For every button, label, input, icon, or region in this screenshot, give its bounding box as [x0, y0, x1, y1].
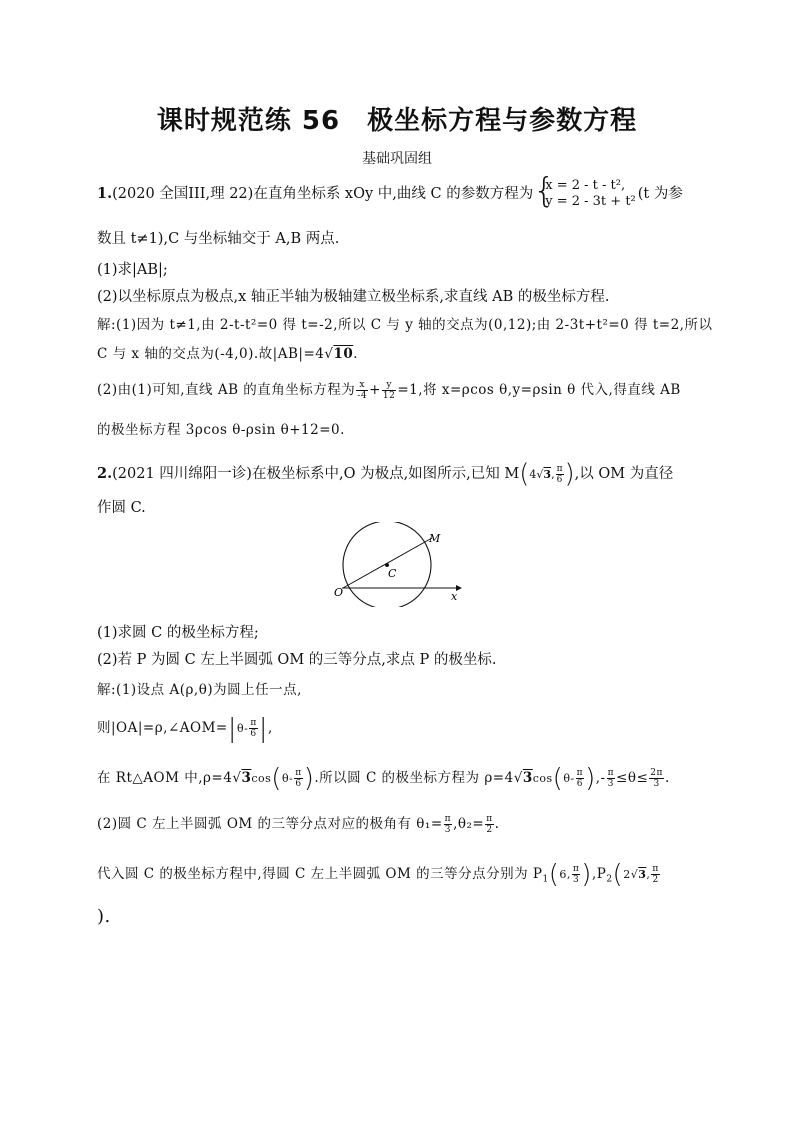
fraction-den: 2	[486, 825, 493, 835]
problem2-stem-a: 在极坐标系中,O 为极点,如图所示,已知 M	[251, 466, 520, 482]
paren-close: )	[564, 459, 575, 489]
problem1-solution1-line2	[97, 342, 694, 362]
sol2-text: (2)圆 C 左上半圆弧 OM 的三等分点对应的极角有 θ₁=	[97, 816, 443, 832]
problem1-number: 1.	[97, 185, 113, 202]
fraction-x-num: x	[356, 380, 368, 391]
sol1-text: C 与 x 轴的交点为(-4,0).故|AB|=4	[97, 346, 325, 362]
rt-text-b: .所以圆 C 的极坐标方程为 ρ=4	[314, 770, 514, 786]
plus-sign: +	[369, 382, 381, 398]
fraction-num: 2π	[650, 768, 663, 778]
p2-value: 2	[623, 868, 631, 881]
fraction-den: 3	[444, 825, 451, 835]
fraction-pi-3	[607, 768, 615, 789]
circle-figure	[332, 522, 467, 607]
problem1-solution1-line1: 解:(1)因为 t≠1,由 2-t-t²=0 得 t=-2,所以 C 与 y 轴的交点为(0,12);由 2-3t+t²=0 得 t=2,所以	[97, 317, 713, 333]
sqrt-sign: √	[513, 770, 523, 786]
fraction-pi-6	[249, 718, 257, 739]
fraction-x-den: -4	[357, 391, 368, 401]
problem1-solution2-line2: 的极坐标方程 3ρcos θ-ρsin θ+12=0.	[97, 422, 345, 438]
p1-value: 6,	[559, 868, 571, 881]
fraction-pi-6	[576, 768, 584, 789]
fraction-pi-3	[572, 864, 580, 885]
section-subtitle: 基础巩固组	[362, 151, 432, 167]
sqrt-radicand: 3	[241, 770, 252, 786]
fraction-y-num: y	[382, 380, 396, 391]
cos-text: cos	[251, 772, 272, 785]
theta-minus: θ-	[281, 772, 294, 785]
problem1-question1: (1)求|AB|;	[97, 262, 168, 278]
range-end: .	[664, 770, 670, 786]
parametric-system	[533, 171, 636, 211]
fraction-y-den: 12	[382, 391, 396, 401]
cos-text: cos	[532, 772, 553, 785]
fraction-den: 6	[556, 474, 563, 485]
problem2-question1: (1)求圆 C 的极坐标方程;	[97, 625, 259, 641]
problem2-solution2-line2	[97, 859, 694, 890]
abs-close: |	[258, 713, 269, 744]
fraction-den: 3	[607, 779, 614, 789]
problem2-stem-a-end: ,以 OM 为直径	[574, 466, 674, 482]
fraction-y	[382, 380, 396, 401]
label-m: M	[429, 532, 441, 545]
problem1-stem-c: 数且 t≠1),C 与坐标轴交于 A,B 两点.	[97, 231, 340, 247]
problem2-solution-intro: 解:(1)设点 A(ρ,θ)为圆上任一点,	[97, 682, 302, 698]
p1-subscript: 1	[542, 874, 549, 885]
problem1-solution2-line1	[97, 378, 694, 401]
problem1-stem-a: 在直角坐标系 xOy 中,曲线 C 的参数方程为	[253, 186, 534, 202]
paren-close: )	[303, 763, 315, 794]
fraction-den: 6	[576, 779, 583, 789]
fraction-num: π	[652, 864, 659, 874]
segment-om	[343, 538, 432, 588]
problem1-stem-line1	[97, 171, 694, 211]
theta2-text: ,θ₂=	[453, 816, 485, 832]
problem2-solution2-line1	[97, 812, 694, 835]
paren-close: )	[585, 763, 596, 794]
problem1-stem-b: (t 为参	[637, 186, 683, 202]
param-eq-x: x = 2 - t - t²,	[545, 178, 626, 193]
problem2-question2: (2)若 P 为圆 C 左上半圆弧 OM 的三等分点,求点 P 的极坐标.	[97, 652, 497, 668]
fraction-den: 3	[572, 875, 580, 885]
problem2-stem-b: 作圆 C.	[97, 500, 146, 516]
label-o: O	[334, 586, 344, 599]
then-text: 则|OA|=ρ,∠AOM=	[97, 720, 228, 736]
fraction-x	[356, 380, 368, 401]
fraction-pi-2	[485, 814, 493, 835]
fraction-den: 3	[653, 779, 660, 789]
sol2-text: (2)由(1)可知,直线 AB 的直角坐标方程为	[97, 382, 356, 398]
fraction-2pi-3	[649, 768, 664, 789]
m-coord-a: 4	[529, 468, 537, 481]
theta-minus: θ-	[236, 722, 249, 735]
brace-symbol: {	[533, 171, 555, 211]
sol2-text-end: =1,将 x=ρcos θ,y=ρsin θ 代入,得直线 AB	[397, 382, 681, 398]
label-x: x	[451, 590, 458, 603]
range-a: ,-	[595, 770, 606, 786]
fraction-den: 6	[295, 779, 302, 789]
fraction-num: π	[607, 768, 615, 778]
sqrt-sign: √	[630, 868, 639, 881]
param-eq-y: y = 2 - 3t + t²	[545, 194, 636, 209]
problem2-stem-line1	[97, 459, 694, 489]
m-coord-root: 3	[543, 468, 552, 481]
abs-open: |	[227, 713, 237, 744]
fraction-num: π	[444, 814, 452, 824]
fraction-num: π	[295, 768, 302, 778]
paren-open: (	[612, 859, 624, 890]
sol1-end: .	[353, 346, 359, 362]
fraction-num: π	[250, 718, 257, 728]
paren-close: )	[581, 859, 592, 890]
problem2-closing: ).	[97, 906, 111, 927]
sqrt-sign: √	[324, 346, 334, 362]
comma: ,	[551, 468, 555, 481]
fraction-num: π	[572, 864, 580, 874]
problem2-solution-rt	[97, 763, 694, 794]
theta-minus: θ-	[563, 772, 575, 785]
sol2b-text: 代入圆 C 的极坐标方程中,得圆 C 左上半圆弧 OM 的三等分点分别为 P	[97, 866, 543, 882]
paren-open: (	[548, 859, 560, 890]
fraction-pi-2	[651, 864, 659, 885]
sqrt-radicand: 10	[333, 346, 354, 362]
fraction-pi-3	[444, 814, 452, 835]
fraction-den: 2	[652, 875, 659, 885]
paren-open: (	[552, 763, 564, 794]
fraction-num: π	[576, 768, 584, 778]
p2-comma: ,	[646, 868, 651, 881]
problem2-number: 2.	[97, 465, 113, 482]
then-end: ,	[268, 720, 273, 736]
rt-text: 在 Rt△AOM 中,ρ=4	[97, 770, 233, 786]
fraction-den: 6	[250, 729, 257, 739]
p2-sep: ,P	[591, 866, 607, 882]
fraction-pi-6	[556, 464, 564, 485]
problem2-source: (2021 四川绵阳一诊)	[112, 466, 252, 482]
sqrt-sign: √	[536, 468, 544, 481]
fraction-num: π	[556, 463, 563, 474]
sol2-end: .	[494, 816, 500, 832]
problem1-source: (2020 全国III,理 22)	[112, 186, 254, 202]
fraction-pi-6	[294, 768, 302, 789]
range-b: ≤θ≤	[616, 770, 649, 786]
sqrt-radicand: 3	[638, 868, 647, 881]
fraction-num: π	[486, 814, 493, 824]
sqrt-sign: √	[232, 770, 242, 786]
label-c: C	[388, 567, 397, 580]
problem1-question2: (2)以坐标原点为极点,x 轴正半轴为极轴建立极坐标系,求直线 AB 的极坐标方程.	[97, 289, 610, 305]
problem2-solution-then	[97, 713, 694, 744]
page-title: 课时规范练 56 极坐标方程与参数方程	[156, 106, 638, 136]
p2-subscript: 2	[606, 874, 613, 885]
paren-open: (	[519, 459, 530, 489]
sqrt-radicand: 3	[522, 770, 533, 786]
paren-open: (	[271, 763, 282, 794]
